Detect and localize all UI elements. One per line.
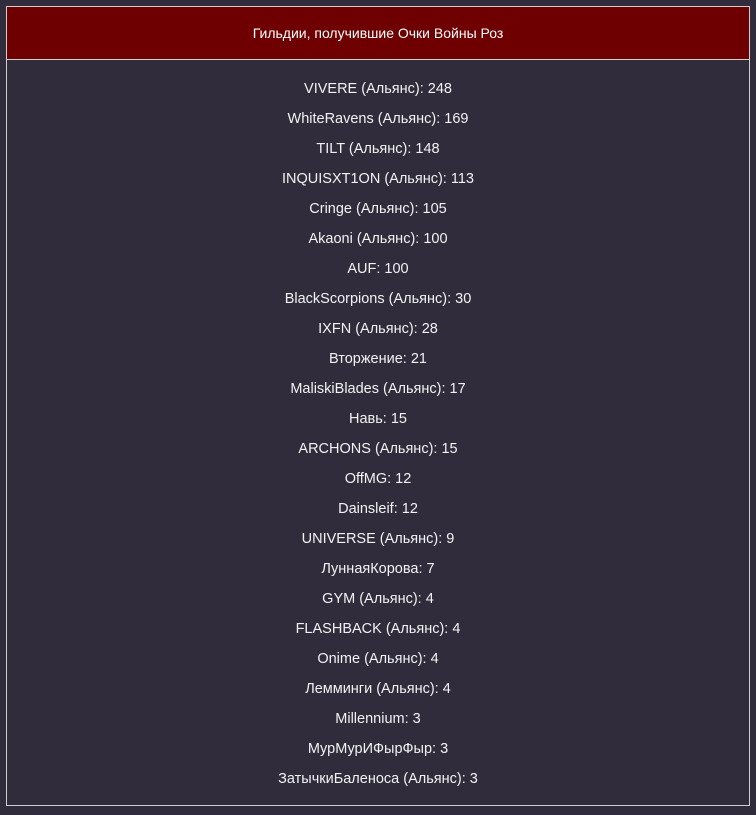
guild-list-item: МурМурИФырФыр: 3 (307, 741, 449, 757)
guild-list-item: IXFN (Альянс): 28 (318, 321, 438, 337)
guild-list-item: ARCHONS (Альянс): 15 (298, 441, 458, 457)
guild-list-item: INQUISXT1ON (Альянс): 113 (282, 171, 474, 187)
guild-list-item: MaliskiBlades (Альянс): 17 (290, 381, 466, 397)
guild-list-item: ЛуннаяКорова: 7 (321, 561, 435, 577)
panel-header (7, 7, 749, 60)
guild-list-item: Вторжение: 21 (329, 351, 427, 367)
guild-list-item: OffMG: 12 (344, 471, 412, 487)
guild-list-item: ЗатычкиБаленоса (Альянс): 3 (278, 771, 478, 787)
guild-list-item: BlackScorpions (Альянс): 30 (284, 291, 472, 307)
guild-list-item: Навь: 15 (349, 411, 407, 427)
guild-list-item: Dainsleif: 12 (338, 501, 418, 517)
guild-list-item: FLASHBACK (Альянс): 4 (295, 621, 461, 637)
guild-list-item: UNIVERSE (Альянс): 9 (301, 531, 455, 547)
guild-list-item: AUF: 100 (347, 261, 409, 277)
guild-list-item: Лемминги (Альянс): 4 (305, 681, 451, 697)
guild-list-item: Cringe (Альянс): 105 (309, 201, 447, 217)
guild-points-panel (6, 6, 750, 806)
guild-list-item: Millennium: 3 (335, 711, 421, 727)
guild-list-item: Onime (Альянс): 4 (317, 651, 439, 667)
panel-title: Гильдии, получившие Очки Войны Роз (252, 25, 504, 41)
guild-list-item: TILT (Альянс): 148 (316, 141, 440, 157)
guild-list-item: WhiteRavens (Альянс): 169 (287, 111, 469, 127)
guild-list-item: VIVERE (Альянс): 248 (304, 81, 452, 97)
guild-list-item: Akaoni (Альянс): 100 (308, 231, 448, 247)
guild-list (7, 60, 749, 794)
guild-list-item: GYM (Альянс): 4 (322, 591, 434, 607)
